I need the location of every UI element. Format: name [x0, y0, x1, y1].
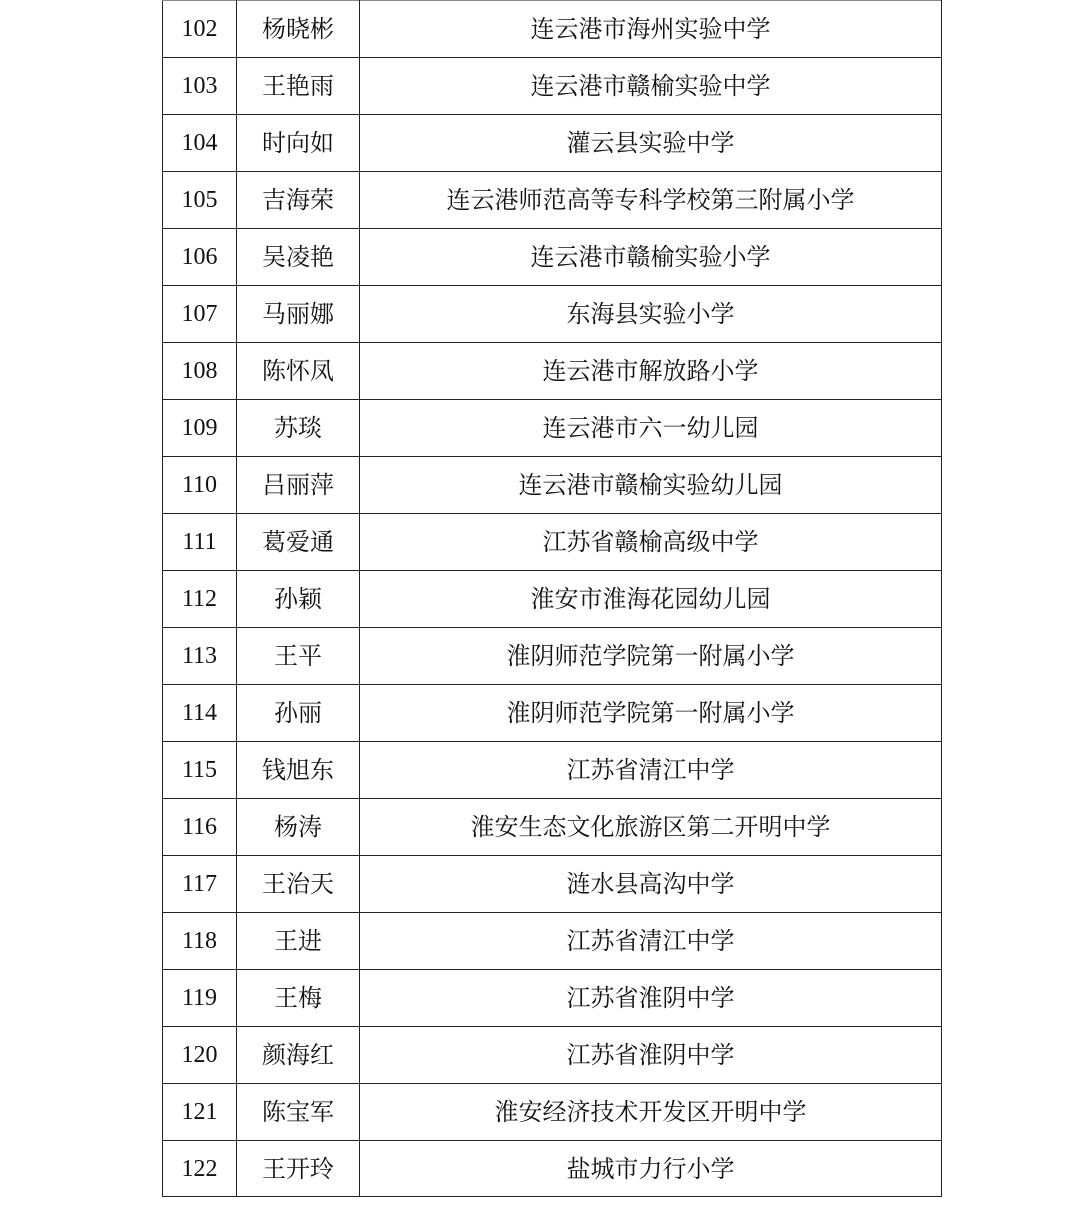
row-number: 104	[163, 115, 237, 172]
table-row	[163, 1084, 942, 1141]
person-name: 王开玲	[237, 1141, 360, 1197]
row-number: 121	[163, 1084, 237, 1141]
school-name: 涟水县高沟中学	[360, 856, 942, 913]
table-row	[163, 172, 942, 229]
table-row	[163, 913, 942, 970]
row-number: 113	[163, 628, 237, 685]
person-name: 陈怀凤	[237, 343, 360, 400]
table-row	[163, 457, 942, 514]
row-number: 107	[163, 286, 237, 343]
row-number: 114	[163, 685, 237, 742]
table-row	[163, 1141, 942, 1197]
school-name: 连云港师范高等专科学校第三附属小学	[360, 172, 942, 229]
row-number: 103	[163, 58, 237, 115]
row-number: 116	[163, 799, 237, 856]
table-row	[163, 58, 942, 115]
school-name: 灌云县实验中学	[360, 115, 942, 172]
school-name: 盐城市力行小学	[360, 1141, 942, 1197]
school-name: 连云港市解放路小学	[360, 343, 942, 400]
school-name: 连云港市赣榆实验幼儿园	[360, 457, 942, 514]
row-number: 109	[163, 400, 237, 457]
school-name: 江苏省淮阴中学	[360, 970, 942, 1027]
person-name: 孙丽	[237, 685, 360, 742]
table-row	[163, 343, 942, 400]
school-name: 江苏省清江中学	[360, 742, 942, 799]
person-name: 时向如	[237, 115, 360, 172]
person-name: 苏琰	[237, 400, 360, 457]
school-name: 连云港市赣榆实验中学	[360, 58, 942, 115]
row-number: 115	[163, 742, 237, 799]
person-name: 吉海荣	[237, 172, 360, 229]
table-row	[163, 286, 942, 343]
school-name: 连云港市海州实验中学	[360, 1, 942, 58]
row-number: 120	[163, 1027, 237, 1084]
table-row	[163, 628, 942, 685]
person-name: 王进	[237, 913, 360, 970]
school-name: 江苏省清江中学	[360, 913, 942, 970]
school-name: 连云港市六一幼儿园	[360, 400, 942, 457]
person-name: 吕丽萍	[237, 457, 360, 514]
table-row	[163, 742, 942, 799]
person-name: 杨晓彬	[237, 1, 360, 58]
row-number: 118	[163, 913, 237, 970]
person-name: 颜海红	[237, 1027, 360, 1084]
row-number: 110	[163, 457, 237, 514]
roster-table-body	[163, 1, 942, 1197]
table-row	[163, 1027, 942, 1084]
school-name: 江苏省淮阴中学	[360, 1027, 942, 1084]
person-name: 吴凌艳	[237, 229, 360, 286]
row-number: 112	[163, 571, 237, 628]
school-name: 淮安经济技术开发区开明中学	[360, 1084, 942, 1141]
person-name: 孙颖	[237, 571, 360, 628]
person-name: 杨涛	[237, 799, 360, 856]
table-row	[163, 229, 942, 286]
school-name: 淮阴师范学院第一附属小学	[360, 685, 942, 742]
person-name: 马丽娜	[237, 286, 360, 343]
school-name: 东海县实验小学	[360, 286, 942, 343]
school-name: 淮安生态文化旅游区第二开明中学	[360, 799, 942, 856]
row-number: 111	[163, 514, 237, 571]
table-row	[163, 1, 942, 58]
row-number: 117	[163, 856, 237, 913]
row-number: 106	[163, 229, 237, 286]
school-name: 淮安市淮海花园幼儿园	[360, 571, 942, 628]
roster-table	[162, 0, 942, 1197]
school-name: 连云港市赣榆实验小学	[360, 229, 942, 286]
row-number: 105	[163, 172, 237, 229]
table-row	[163, 115, 942, 172]
school-name: 淮阴师范学院第一附属小学	[360, 628, 942, 685]
row-number: 102	[163, 1, 237, 58]
row-number: 122	[163, 1141, 237, 1197]
row-number: 108	[163, 343, 237, 400]
table-row	[163, 856, 942, 913]
table-row	[163, 970, 942, 1027]
table-row	[163, 799, 942, 856]
person-name: 王治天	[237, 856, 360, 913]
table-row	[163, 514, 942, 571]
table-row	[163, 400, 942, 457]
person-name: 陈宝军	[237, 1084, 360, 1141]
person-name: 王艳雨	[237, 58, 360, 115]
row-number: 119	[163, 970, 237, 1027]
table-row	[163, 571, 942, 628]
school-name: 江苏省赣榆高级中学	[360, 514, 942, 571]
person-name: 钱旭东	[237, 742, 360, 799]
table-row	[163, 685, 942, 742]
person-name: 王梅	[237, 970, 360, 1027]
person-name: 葛爱通	[237, 514, 360, 571]
person-name: 王平	[237, 628, 360, 685]
